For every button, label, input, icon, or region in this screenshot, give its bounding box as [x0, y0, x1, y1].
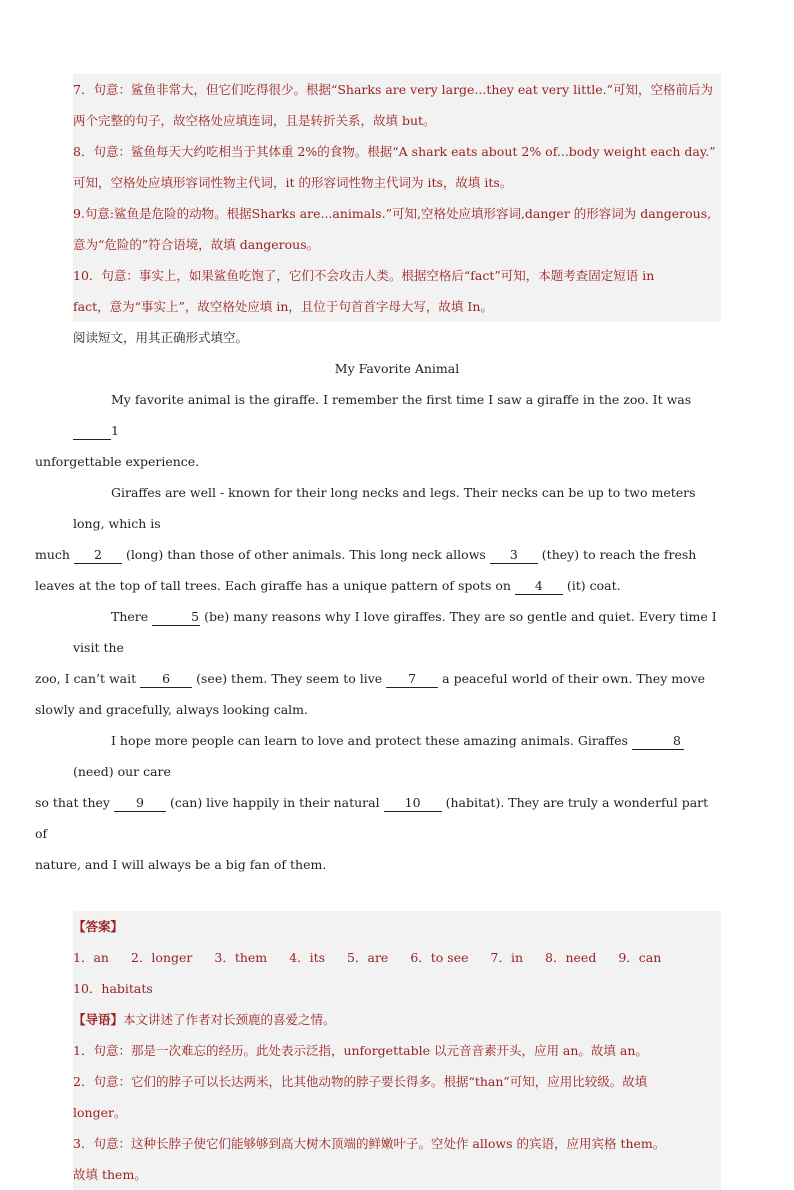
- blank-5: 5: [152, 609, 200, 626]
- answer-item: 5．are: [347, 950, 389, 965]
- passage-text: zoo, I can’t wait: [35, 671, 137, 686]
- blank-6: 6: [140, 671, 192, 688]
- explanation-line: 两个完整的句子，故空格处应填连词，且是转折关系，故填 but。: [73, 113, 436, 128]
- answer-item: 3．them: [214, 950, 268, 965]
- passage-text: (habitat). They are truly a wonderful part of: [35, 795, 709, 841]
- explanation-line: 1．句意：那是一次难忘的经历。此处表示泛指，unforgettable 以元音音素开头，应用 an。故填 an。: [73, 1043, 648, 1058]
- passage-text: a peaceful world of their own. They move: [442, 671, 706, 686]
- passage-text: (it) coat.: [566, 578, 621, 593]
- passage-text: unforgettable experience.: [35, 454, 200, 469]
- blank-8: 8: [632, 733, 684, 750]
- answer-item: 9．can: [618, 950, 662, 965]
- passage-text: nature, and I will always be a big fan of them.: [35, 857, 327, 872]
- explanation-line: 可知，空格处应填形容词性物主代词，it 的形容词性物主代词为 its，故填 its。: [73, 175, 513, 190]
- explanation-line: 9.句意:鲨鱼是危险的动物。根据Sharks are...animals.”可知,空格处应填形容词,danger 的形容词为 dangerous,: [73, 206, 712, 221]
- explanation-line: 3．句意：这种长脖子使它们能够够到高大树木顶端的鲜嫩叶子。空处作 allows 的宾语，应用宾格 them。: [73, 1136, 666, 1151]
- explanation-line: longer。: [73, 1105, 127, 1120]
- document-page: [35, 74, 721, 1190]
- blank-9: 9: [114, 795, 166, 812]
- guide-label: 【导语】: [73, 1012, 124, 1027]
- answer-item: 1．an: [73, 950, 109, 965]
- explanation-line: fact，意为“事实上”，故空格处应填 in，且位于句首首字母大写，故填 In。: [73, 299, 493, 314]
- blank-10: 10: [384, 795, 442, 812]
- blank-4: 4: [515, 578, 563, 595]
- answer-item: 8．need: [545, 950, 597, 965]
- passage-text: There: [111, 609, 149, 624]
- blank-3: 3: [490, 547, 538, 564]
- passage-text: (can) live happily in their natural: [169, 795, 380, 810]
- blank-2: 2: [74, 547, 122, 564]
- explanation-line: 10．句意：事实上，如果鲨鱼吃饱了，它们不会攻击人类。根据空格后“fact”可知，本题考查固定短语 in: [73, 268, 655, 283]
- explanation-line: 7．句意：鲨鱼非常大，但它们吃得很少。根据“Sharks are very large...they eat very little.”可知，空格前后为: [73, 82, 713, 97]
- answer-item: 4．its: [289, 950, 326, 965]
- passage-text: I hope more people can learn to love and protect these amazing animals. Giraffes: [111, 733, 628, 748]
- explanation-line: 意为“危险的”符合语境，故填 dangerous。: [73, 237, 320, 252]
- passage-text: (be) many reasons why I love giraffes. They are so gentle and quiet. Every time I visit the: [73, 609, 717, 655]
- passage-paragraph-1: [35, 384, 721, 477]
- answer-item: 6．to see: [410, 950, 469, 965]
- instruction: 阅读短文，用其正确形式填空。: [73, 330, 249, 345]
- passage-text: (they) to reach the fresh: [541, 547, 697, 562]
- answer-section: [73, 911, 721, 1190]
- passage-text: slowly and gracefully, always looking calm.: [35, 702, 308, 717]
- explanations-top: [73, 74, 721, 322]
- answer-label: 【答案】: [73, 919, 124, 934]
- passage-text: My favorite animal is the giraffe. I remember the first time I saw a giraffe in the zoo. It was: [111, 392, 692, 407]
- guide: [73, 1004, 721, 1035]
- passage-text: much: [35, 547, 70, 562]
- passage-paragraph-2: [35, 477, 721, 601]
- blank-7: 7: [386, 671, 438, 688]
- passage-paragraph-4: [35, 725, 721, 880]
- explanations-bottom: [73, 1035, 721, 1190]
- explanation-line: 2．句意：它们的脖子可以长达两米，比其他动物的脖子要长得多。根据“than”可知，应用比较级。故填: [73, 1074, 648, 1089]
- passage-text: leaves at the top of tall trees. Each giraffe has a unique pattern of spots on: [35, 578, 511, 593]
- guide-text: 本文讲述了作者对长颈鹿的喜爱之情。: [123, 1012, 336, 1027]
- passage-text: (need) our care: [73, 764, 171, 779]
- passage-text: so that they: [35, 795, 110, 810]
- passage-text: (long) than those of other animals. This long neck allows: [125, 547, 486, 562]
- blank-1: 1: [73, 423, 111, 440]
- answer-item: 7．in: [490, 950, 524, 965]
- answer-item: 2．longer: [130, 950, 193, 965]
- explanation-line: 8．句意：鲨鱼每天大约吃相当于其体重 2%的食物。根据“A shark eats about 2% of...body weight each day.”: [73, 144, 716, 159]
- answer-list: [73, 942, 721, 973]
- explanation-line: 故填 them。: [73, 1167, 147, 1182]
- answer-item: 10．habitats: [73, 981, 153, 996]
- passage-text: (see) them. They seem to live: [196, 671, 383, 686]
- passage-text: Giraffes are well - known for their long necks and legs. Their necks can be up to two meters long, which is: [73, 485, 696, 531]
- passage-paragraph-3: [35, 601, 721, 725]
- passage-title: My Favorite Animal: [334, 361, 460, 376]
